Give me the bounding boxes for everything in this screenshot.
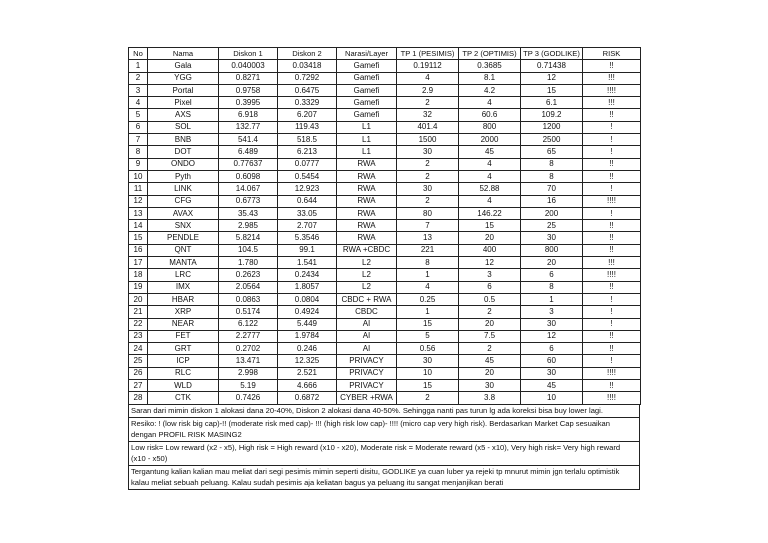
cell-tp2: 60.6 (459, 109, 521, 121)
cell-nama: LRC (148, 269, 219, 281)
cell-diskon-2: 0.0804 (278, 293, 337, 305)
cell-nama: QNT (148, 244, 219, 256)
cell-risk: !!! (583, 257, 641, 269)
note-reward: Low risk= Low reward (x2 - x5), High risk = High reward (x10 - x20), Moderate risk = Moderate reward (x5 - x10), Very high risk= Very high reward (x10 - x50) (129, 442, 639, 466)
cell-tp3: 10 (521, 392, 583, 404)
cell-diskon-2: 12.923 (278, 183, 337, 195)
cell-tp1: 221 (397, 244, 459, 256)
cell-tp1: 30 (397, 146, 459, 158)
cell-nama: AXS (148, 109, 219, 121)
cell-narasi: RWA (337, 195, 397, 207)
header-risk: RISK (583, 48, 641, 60)
table-row (129, 97, 641, 109)
cell-tp1: 401.4 (397, 121, 459, 133)
cell-risk: !! (583, 220, 641, 232)
cell-nama: Portal (148, 84, 219, 96)
table-row (129, 158, 641, 170)
cell-diskon-1: 13.471 (219, 355, 278, 367)
cell-tp1: 32 (397, 109, 459, 121)
notes-section (128, 405, 640, 491)
cell-risk: !!! (583, 72, 641, 84)
cell-nama: YGG (148, 72, 219, 84)
cell-narasi: L1 (337, 146, 397, 158)
cell-risk: ! (583, 318, 641, 330)
cell-risk: ! (583, 183, 641, 195)
cell-tp3: 15 (521, 84, 583, 96)
cell-risk: !!!! (583, 367, 641, 379)
note-risk-legend: Resiko: ! (low risk big cap)-!! (moderate risk med cap)- !!! (high risk low cap)- !!!! (micro cap very high risk). Berdasarkan Market Cap sesuaikan dengan PROFIL RISK MASING2 (129, 418, 639, 442)
cell-risk: !!!! (583, 392, 641, 404)
cell-no: 26 (129, 367, 148, 379)
table-row (129, 232, 641, 244)
cell-tp1: 15 (397, 318, 459, 330)
cell-nama: SNX (148, 220, 219, 232)
cell-risk: !! (583, 343, 641, 355)
cell-narasi: CBDC (337, 306, 397, 318)
cell-diskon-2: 0.7292 (278, 72, 337, 84)
cell-diskon-2: 0.246 (278, 343, 337, 355)
cell-no: 13 (129, 207, 148, 219)
cell-no: 23 (129, 330, 148, 342)
table-row (129, 318, 641, 330)
cell-diskon-1: 0.6098 (219, 170, 278, 182)
table-row (129, 343, 641, 355)
cell-no: 20 (129, 293, 148, 305)
cell-narasi: PRIVACY (337, 367, 397, 379)
cell-risk: !!!! (583, 269, 641, 281)
cell-tp3: 8 (521, 170, 583, 182)
cell-tp3: 8 (521, 281, 583, 293)
cell-tp2: 45 (459, 146, 521, 158)
cell-tp1: 0.25 (397, 293, 459, 305)
cell-narasi: CYBER +RWA (337, 392, 397, 404)
cell-diskon-1: 0.2702 (219, 343, 278, 355)
cell-diskon-1: 0.8271 (219, 72, 278, 84)
cell-narasi: CBDC + RWA (337, 293, 397, 305)
cell-tp3: 6 (521, 343, 583, 355)
cell-no: 7 (129, 134, 148, 146)
cell-tp2: 0.3685 (459, 60, 521, 72)
cell-risk: !! (583, 232, 641, 244)
cell-tp3: 1 (521, 293, 583, 305)
cell-diskon-1: 2.985 (219, 220, 278, 232)
cell-diskon-2: 12.325 (278, 355, 337, 367)
cell-diskon-2: 4.666 (278, 380, 337, 392)
cell-tp2: 2 (459, 343, 521, 355)
cell-risk: !!!! (583, 195, 641, 207)
cell-diskon-1: 0.5174 (219, 306, 278, 318)
cell-diskon-1: 6.918 (219, 109, 278, 121)
cell-risk: !!!! (583, 84, 641, 96)
cell-tp2: 6 (459, 281, 521, 293)
cell-narasi: Gamefi (337, 97, 397, 109)
cell-tp2: 2000 (459, 134, 521, 146)
header-diskon-2: Diskon 2 (278, 48, 337, 60)
cell-no: 16 (129, 244, 148, 256)
cell-narasi: AI (337, 318, 397, 330)
cell-tp1: 15 (397, 380, 459, 392)
header-nama: Nama (148, 48, 219, 60)
cell-narasi: RWA (337, 183, 397, 195)
cell-diskon-2: 1.8057 (278, 281, 337, 293)
cell-tp2: 0.5 (459, 293, 521, 305)
cell-tp1: 30 (397, 355, 459, 367)
cell-diskon-1: 35.43 (219, 207, 278, 219)
table-row (129, 244, 641, 256)
cell-tp3: 1200 (521, 121, 583, 133)
cell-nama: MANTA (148, 257, 219, 269)
cell-risk: !! (583, 170, 641, 182)
cell-tp1: 2 (397, 97, 459, 109)
cell-nama: CFG (148, 195, 219, 207)
cell-narasi: Gamefi (337, 109, 397, 121)
table-row (129, 207, 641, 219)
cell-risk: !! (583, 330, 641, 342)
cell-tp2: 400 (459, 244, 521, 256)
cell-narasi: L1 (337, 121, 397, 133)
header-diskon-1: Diskon 1 (219, 48, 278, 60)
table-body (129, 60, 641, 404)
cell-nama: AVAX (148, 207, 219, 219)
cell-tp2: 3.8 (459, 392, 521, 404)
cell-risk: ! (583, 355, 641, 367)
cell-tp2: 30 (459, 380, 521, 392)
cell-risk: !!! (583, 97, 641, 109)
cell-tp2: 4 (459, 97, 521, 109)
cell-tp3: 109.2 (521, 109, 583, 121)
cell-tp3: 2500 (521, 134, 583, 146)
cell-diskon-1: 132.77 (219, 121, 278, 133)
cell-diskon-2: 6.207 (278, 109, 337, 121)
cell-no: 3 (129, 84, 148, 96)
cell-tp1: 1500 (397, 134, 459, 146)
cell-no: 28 (129, 392, 148, 404)
table-row (129, 355, 641, 367)
cell-diskon-2: 0.03418 (278, 60, 337, 72)
cell-no: 15 (129, 232, 148, 244)
cell-diskon-1: 0.2623 (219, 269, 278, 281)
header-tp3: TP 3 (GODLIKE) (521, 48, 583, 60)
cell-diskon-1: 541.4 (219, 134, 278, 146)
cell-tp2: 4 (459, 158, 521, 170)
cell-no: 5 (129, 109, 148, 121)
cell-no: 18 (129, 269, 148, 281)
table-row (129, 281, 641, 293)
cell-tp2: 4 (459, 170, 521, 182)
cell-tp2: 8.1 (459, 72, 521, 84)
cell-nama: FET (148, 330, 219, 342)
cell-tp2: 800 (459, 121, 521, 133)
cell-tp3: 20 (521, 257, 583, 269)
cell-tp1: 4 (397, 72, 459, 84)
cell-narasi: PRIVACY (337, 380, 397, 392)
cell-tp3: 30 (521, 232, 583, 244)
cell-tp1: 1 (397, 306, 459, 318)
cell-diskon-2: 0.6475 (278, 84, 337, 96)
cell-tp2: 15 (459, 220, 521, 232)
cell-diskon-2: 518.5 (278, 134, 337, 146)
cell-tp3: 25 (521, 220, 583, 232)
cell-diskon-2: 0.3329 (278, 97, 337, 109)
cell-narasi: PRIVACY (337, 355, 397, 367)
cell-nama: CTK (148, 392, 219, 404)
cell-risk: ! (583, 134, 641, 146)
table-row (129, 367, 641, 379)
cell-no: 6 (129, 121, 148, 133)
table-row (129, 170, 641, 182)
cell-diskon-2: 33.05 (278, 207, 337, 219)
cell-narasi: AI (337, 343, 397, 355)
cell-risk: ! (583, 207, 641, 219)
table-row (129, 269, 641, 281)
cell-diskon-1: 6.489 (219, 146, 278, 158)
cell-narasi: RWA (337, 232, 397, 244)
cell-tp1: 7 (397, 220, 459, 232)
cell-nama: IMX (148, 281, 219, 293)
cell-diskon-1: 0.3995 (219, 97, 278, 109)
table-row (129, 330, 641, 342)
cell-no: 12 (129, 195, 148, 207)
cell-nama: BNB (148, 134, 219, 146)
cell-tp3: 0.71438 (521, 60, 583, 72)
cell-tp1: 2 (397, 170, 459, 182)
cell-tp1: 8 (397, 257, 459, 269)
header-no: No (129, 48, 148, 60)
cell-tp2: 52.88 (459, 183, 521, 195)
cell-diskon-1: 2.2777 (219, 330, 278, 342)
cell-no: 27 (129, 380, 148, 392)
cell-diskon-1: 2.998 (219, 367, 278, 379)
cell-tp3: 65 (521, 146, 583, 158)
header-narasi-layer: Narasi/Layer (337, 48, 397, 60)
table-row (129, 220, 641, 232)
cell-tp1: 80 (397, 207, 459, 219)
cell-nama: HBAR (148, 293, 219, 305)
cell-tp2: 20 (459, 367, 521, 379)
cell-diskon-1: 6.122 (219, 318, 278, 330)
cell-tp3: 200 (521, 207, 583, 219)
cell-narasi: RWA (337, 170, 397, 182)
cell-diskon-1: 0.9758 (219, 84, 278, 96)
cell-risk: ! (583, 146, 641, 158)
table-row (129, 380, 641, 392)
cell-tp3: 60 (521, 355, 583, 367)
cell-diskon-1: 5.19 (219, 380, 278, 392)
cell-no: 17 (129, 257, 148, 269)
cell-tp2: 4.2 (459, 84, 521, 96)
cell-tp1: 2 (397, 195, 459, 207)
cell-nama: NEAR (148, 318, 219, 330)
cell-tp2: 20 (459, 318, 521, 330)
cell-diskon-2: 1.541 (278, 257, 337, 269)
cell-diskon-2: 0.6872 (278, 392, 337, 404)
table-row (129, 134, 641, 146)
cell-no: 8 (129, 146, 148, 158)
cell-tp2: 45 (459, 355, 521, 367)
cell-diskon-2: 119.43 (278, 121, 337, 133)
cell-narasi: L2 (337, 281, 397, 293)
table-row (129, 72, 641, 84)
cell-risk: !! (583, 281, 641, 293)
header-row (129, 48, 641, 60)
watchlist-table (128, 47, 641, 405)
cell-narasi: RWA (337, 207, 397, 219)
cell-tp1: 0.19112 (397, 60, 459, 72)
cell-narasi: RWA (337, 158, 397, 170)
cell-tp3: 12 (521, 72, 583, 84)
cell-nama: SOL (148, 121, 219, 133)
table-row (129, 183, 641, 195)
cell-diskon-1: 5.8214 (219, 232, 278, 244)
cell-tp1: 2 (397, 158, 459, 170)
cell-diskon-2: 6.213 (278, 146, 337, 158)
cell-tp2: 12 (459, 257, 521, 269)
cell-tp3: 3 (521, 306, 583, 318)
cell-narasi: L2 (337, 269, 397, 281)
cell-no: 10 (129, 170, 148, 182)
cell-nama: WLD (148, 380, 219, 392)
table-row (129, 257, 641, 269)
cell-nama: XRP (148, 306, 219, 318)
cell-tp3: 70 (521, 183, 583, 195)
table-row (129, 195, 641, 207)
cell-diskon-2: 0.644 (278, 195, 337, 207)
table-row (129, 146, 641, 158)
cell-diskon-1: 14.067 (219, 183, 278, 195)
cell-tp2: 2 (459, 306, 521, 318)
cell-tp1: 1 (397, 269, 459, 281)
cell-tp1: 2 (397, 392, 459, 404)
cell-tp3: 45 (521, 380, 583, 392)
cell-risk: !! (583, 109, 641, 121)
cell-nama: ONDO (148, 158, 219, 170)
cell-tp1: 10 (397, 367, 459, 379)
cell-tp2: 4 (459, 195, 521, 207)
cell-narasi: L2 (337, 257, 397, 269)
cell-nama: Gala (148, 60, 219, 72)
note-allocation: Saran dari mimin diskon 1 alokasi dana 20-40%, Diskon 2 alokasi dana 40-50%. Sehingga nanti pas turun lg ada koreksi bisa buy lower lagi. (129, 405, 639, 419)
cell-narasi: L1 (337, 134, 397, 146)
cell-risk: ! (583, 306, 641, 318)
cell-risk: ! (583, 121, 641, 133)
cell-tp1: 0.56 (397, 343, 459, 355)
cell-narasi: Gamefi (337, 72, 397, 84)
cell-narasi: RWA +CBDC (337, 244, 397, 256)
cell-narasi: Gamefi (337, 60, 397, 72)
cell-tp2: 7.5 (459, 330, 521, 342)
cell-no: 22 (129, 318, 148, 330)
cell-tp1: 2.9 (397, 84, 459, 96)
header-tp1: TP 1 (PESIMIS) (397, 48, 459, 60)
cell-no: 14 (129, 220, 148, 232)
cell-tp2: 20 (459, 232, 521, 244)
table-row (129, 109, 641, 121)
cell-tp1: 4 (397, 281, 459, 293)
cell-diskon-2: 0.4924 (278, 306, 337, 318)
cell-tp2: 3 (459, 269, 521, 281)
cell-diskon-2: 0.0777 (278, 158, 337, 170)
cell-narasi: Gamefi (337, 84, 397, 96)
cell-nama: RLC (148, 367, 219, 379)
cell-tp3: 6 (521, 269, 583, 281)
table-row (129, 306, 641, 318)
cell-no: 24 (129, 343, 148, 355)
cell-diskon-2: 1.9784 (278, 330, 337, 342)
cell-diskon-2: 0.5454 (278, 170, 337, 182)
cell-no: 2 (129, 72, 148, 84)
table-row (129, 121, 641, 133)
cell-diskon-1: 0.040003 (219, 60, 278, 72)
cell-nama: GRT (148, 343, 219, 355)
cell-no: 9 (129, 158, 148, 170)
cell-risk: !! (583, 380, 641, 392)
cell-nama: DOT (148, 146, 219, 158)
cell-diskon-1: 0.0863 (219, 293, 278, 305)
cell-diskon-2: 2.521 (278, 367, 337, 379)
cell-diskon-2: 99.1 (278, 244, 337, 256)
cell-no: 11 (129, 183, 148, 195)
cell-nama: ICP (148, 355, 219, 367)
cell-risk: !! (583, 158, 641, 170)
cell-nama: PENDLE (148, 232, 219, 244)
cell-tp3: 16 (521, 195, 583, 207)
cell-nama: Pixel (148, 97, 219, 109)
table-row (129, 392, 641, 404)
cell-no: 4 (129, 97, 148, 109)
cell-tp3: 8 (521, 158, 583, 170)
cell-diskon-1: 104.5 (219, 244, 278, 256)
cell-tp1: 30 (397, 183, 459, 195)
header-tp2: TP 2 (OPTIMIS) (459, 48, 521, 60)
cell-no: 19 (129, 281, 148, 293)
cell-tp1: 5 (397, 330, 459, 342)
cell-nama: LINK (148, 183, 219, 195)
table-row (129, 293, 641, 305)
cell-no: 25 (129, 355, 148, 367)
cell-diskon-1: 0.6773 (219, 195, 278, 207)
cell-narasi: RWA (337, 220, 397, 232)
cell-diskon-2: 0.2434 (278, 269, 337, 281)
cell-nama: Pyth (148, 170, 219, 182)
cell-diskon-1: 0.7426 (219, 392, 278, 404)
spreadsheet (128, 47, 640, 490)
cell-tp3: 30 (521, 367, 583, 379)
cell-diskon-2: 2.707 (278, 220, 337, 232)
cell-no: 21 (129, 306, 148, 318)
cell-diskon-2: 5.449 (278, 318, 337, 330)
cell-tp3: 6.1 (521, 97, 583, 109)
note-advice: Tergantung kalian kalian mau meliat dari segi pesimis mimin seperti disitu, GODLIKE ya cuan luber ya rejeki tp mnurut mimin jgn terlalu optimistik kalau meliat sebuah peluang. Kalau sudah pesimis aja keliatan bagus ya peluang itu sangat menjanjikan berati (129, 466, 639, 490)
cell-risk: ! (583, 293, 641, 305)
cell-diskon-1: 0.77637 (219, 158, 278, 170)
cell-no: 1 (129, 60, 148, 72)
cell-risk: !! (583, 60, 641, 72)
table-row (129, 84, 641, 96)
cell-tp1: 13 (397, 232, 459, 244)
cell-risk: !! (583, 244, 641, 256)
cell-tp2: 146.22 (459, 207, 521, 219)
cell-tp3: 12 (521, 330, 583, 342)
cell-diskon-2: 5.3546 (278, 232, 337, 244)
cell-tp3: 30 (521, 318, 583, 330)
cell-diskon-1: 2.0564 (219, 281, 278, 293)
cell-diskon-1: 1.780 (219, 257, 278, 269)
cell-narasi: AI (337, 330, 397, 342)
table-row (129, 60, 641, 72)
cell-tp3: 800 (521, 244, 583, 256)
